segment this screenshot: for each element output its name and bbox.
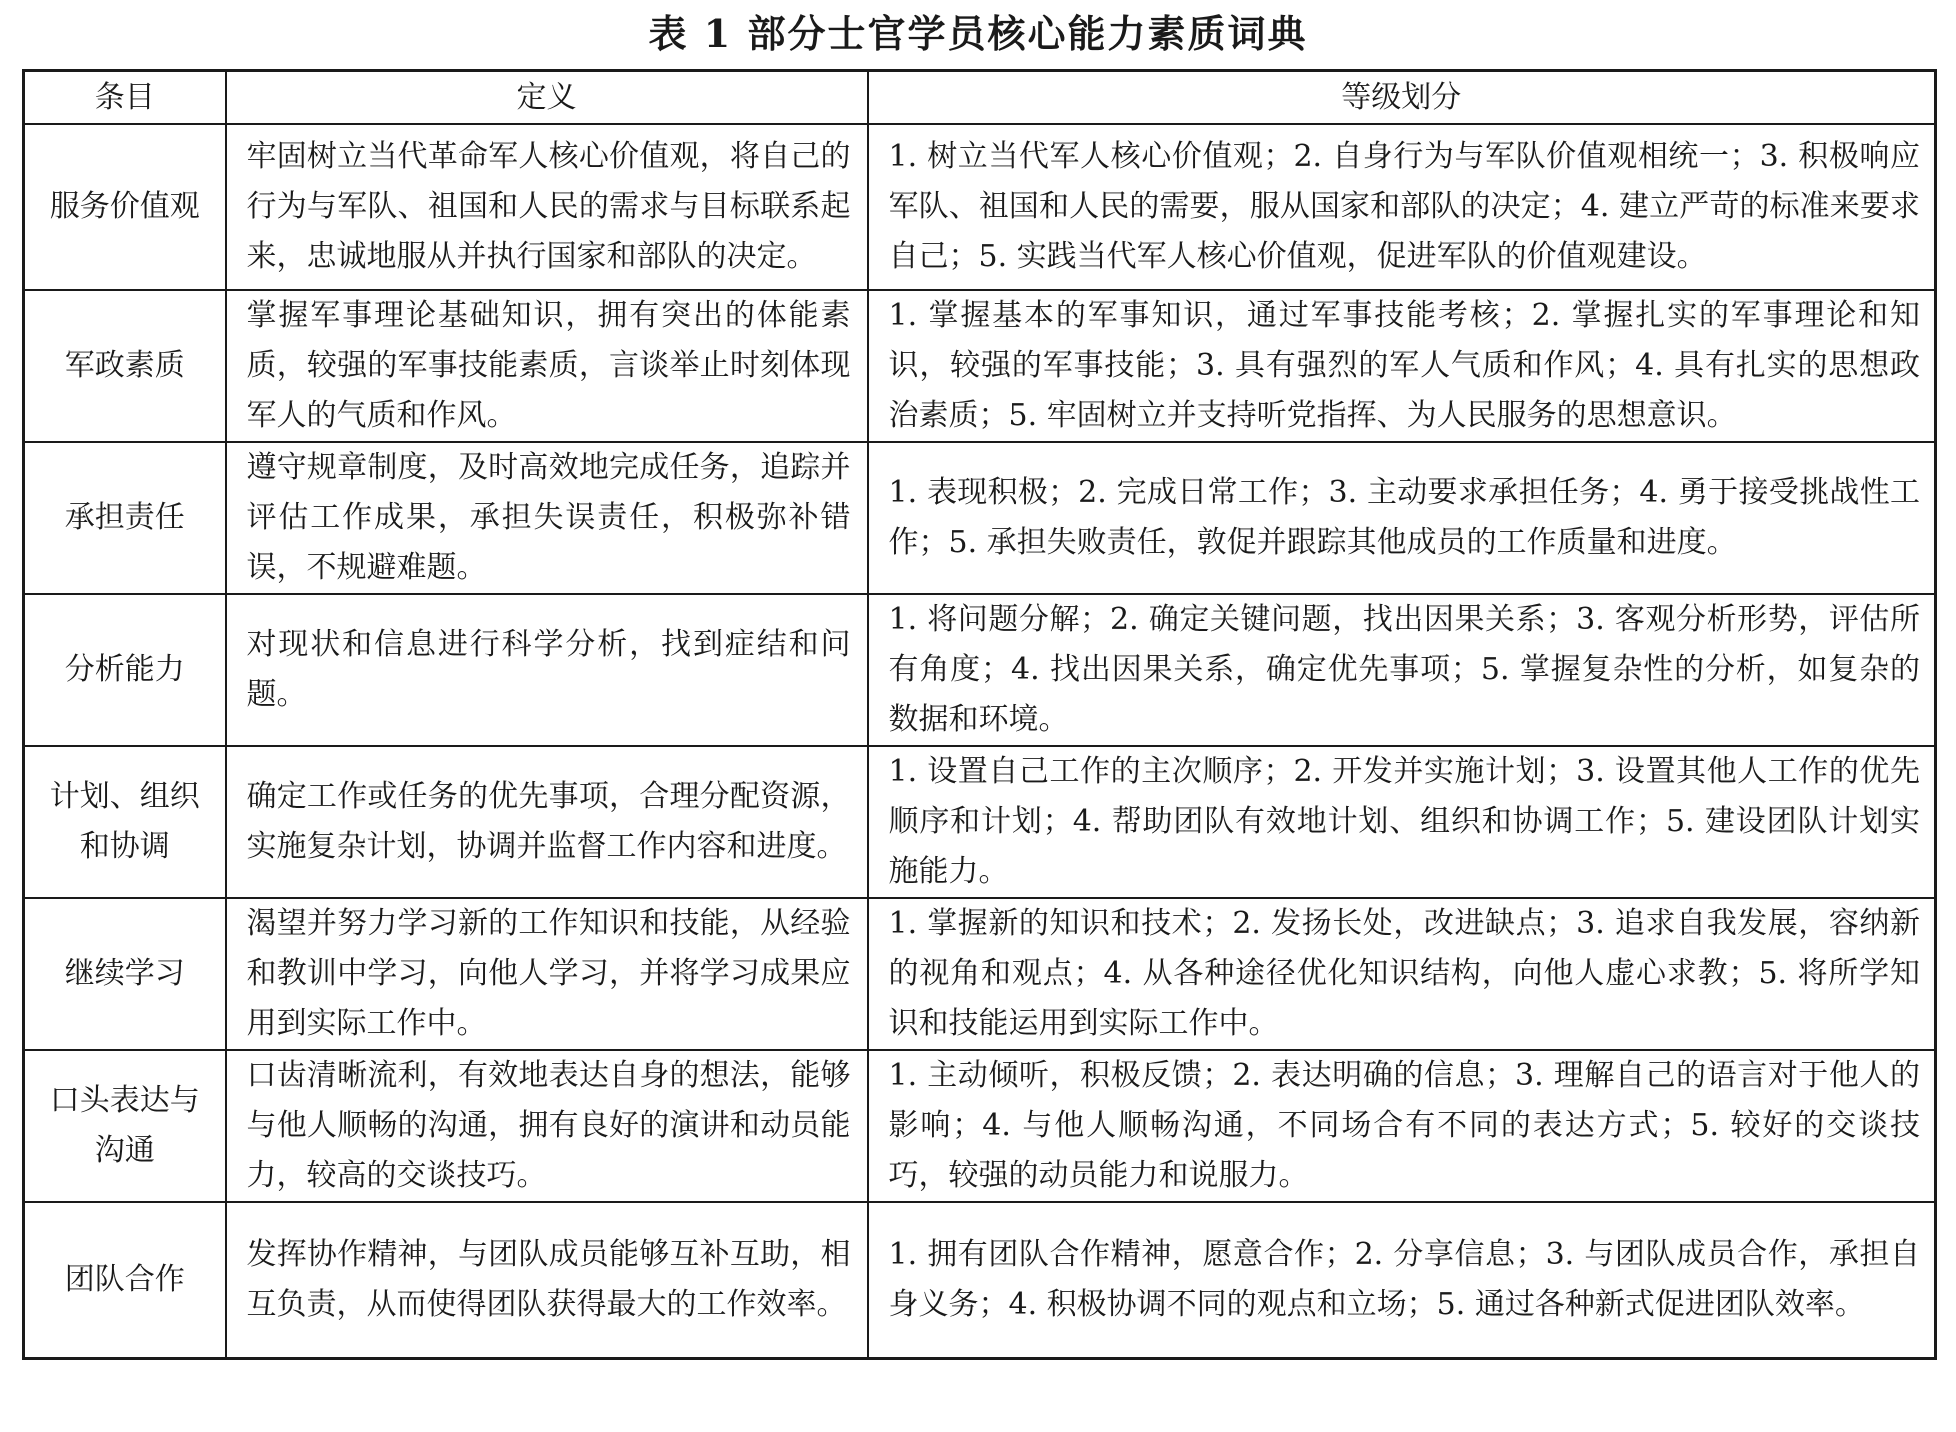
definition-cell: 牢固树立当代革命军人核心价值观，将自己的行为与军队、祖国和人民的需求与目标联系起来，忠诚地服从并执行国家和部队的决定。	[226, 124, 868, 290]
item-cell: 军政素质	[24, 290, 226, 442]
definition-cell: 对现状和信息进行科学分析，找到症结和问题。	[226, 594, 868, 746]
competency-dictionary-table	[22, 69, 1937, 1360]
levels-cell: 1. 主动倾听，积极反馈；2. 表达明确的信息；3. 理解自己的语言对于他人的影响；4. 与他人顺畅沟通，不同场合有不同的表达方式；5. 较好的交谈技巧，较强的动员能力和说服力。	[868, 1050, 1936, 1202]
table-title: 表 1 部分士官学员核心能力素质词典	[648, 11, 1308, 56]
table-header	[24, 71, 1936, 125]
item-cell: 继续学习	[24, 898, 226, 1050]
table-body	[24, 124, 1936, 1358]
definition-cell: 渴望并努力学习新的工作知识和技能，从经验和教训中学习，向他人学习，并将学习成果应用到实际工作中。	[226, 898, 868, 1050]
header-item: 条目	[24, 71, 226, 125]
table-row	[24, 746, 1936, 898]
levels-cell: 1. 树立当代军人核心价值观；2. 自身行为与军队价值观相统一；3. 积极响应军队、祖国和人民的需要，服从国家和部队的决定；4. 建立严苛的标准来要求自己；5. 实践当代军人核心价值观，促进军队的价值观建设。	[868, 124, 1936, 290]
definition-cell: 确定工作或任务的优先事项，合理分配资源，实施复杂计划，协调并监督工作内容和进度。	[226, 746, 868, 898]
item-cell: 口头表达与沟通	[24, 1050, 226, 1202]
levels-cell: 1. 拥有团队合作精神，愿意合作；2. 分享信息；3. 与团队成员合作，承担自身义务；4. 积极协调不同的观点和立场；5. 通过各种新式促进团队效率。	[868, 1202, 1936, 1358]
item-cell: 服务价值观	[24, 124, 226, 290]
levels-cell: 1. 掌握基本的军事知识，通过军事技能考核；2. 掌握扎实的军事理论和知识，较强的军事技能；3. 具有强烈的军人气质和作风；4. 具有扎实的思想政治素质；5. 牢固树立并支持听党指挥、为人民服务的思想意识。	[868, 290, 1936, 442]
levels-cell: 1. 将问题分解；2. 确定关键问题，找出因果关系；3. 客观分析形势，评估所有角度；4. 找出因果关系，确定优先事项；5. 掌握复杂性的分析，如复杂的数据和环境。	[868, 594, 1936, 746]
item-cell: 承担责任	[24, 442, 226, 594]
levels-cell: 1. 表现积极；2. 完成日常工作；3. 主动要求承担任务；4. 勇于接受挑战性工作；5. 承担失败责任，敦促并跟踪其他成员的工作质量和进度。	[868, 442, 1936, 594]
item-cell: 计划、组织和协调	[24, 746, 226, 898]
header-row	[24, 71, 1936, 125]
item-cell: 分析能力	[24, 594, 226, 746]
table-row	[24, 290, 1936, 442]
table-row	[24, 124, 1936, 290]
header-levels: 等级划分	[868, 71, 1936, 125]
table-row	[24, 898, 1936, 1050]
table-row	[24, 1202, 1936, 1358]
definition-cell: 遵守规章制度，及时高效地完成任务，追踪并评估工作成果，承担失误责任，积极弥补错误，不规避难题。	[226, 442, 868, 594]
table-row	[24, 594, 1936, 746]
definition-cell: 掌握军事理论基础知识，拥有突出的体能素质，较强的军事技能素质，言谈举止时刻体现军人的气质和作风。	[226, 290, 868, 442]
table-row	[24, 1050, 1936, 1202]
item-cell: 团队合作	[24, 1202, 226, 1358]
levels-cell: 1. 掌握新的知识和技术；2. 发扬长处，改进缺点；3. 追求自我发展，容纳新的视角和观点；4. 从各种途径优化知识结构，向他人虚心求教；5. 将所学知识和技能运用到实际工作中。	[868, 898, 1936, 1050]
table-row	[24, 442, 1936, 594]
header-definition: 定义	[226, 71, 868, 125]
definition-cell: 发挥协作精神，与团队成员能够互补互助，相互负责，从而使得团队获得最大的工作效率。	[226, 1202, 868, 1358]
definition-cell: 口齿清晰流利，有效地表达自身的想法，能够与他人顺畅的沟通，拥有良好的演讲和动员能力，较高的交谈技巧。	[226, 1050, 868, 1202]
levels-cell: 1. 设置自己工作的主次顺序；2. 开发并实施计划；3. 设置其他人工作的优先顺序和计划；4. 帮助团队有效地计划、组织和协调工作；5. 建设团队计划实施能力。	[868, 746, 1936, 898]
